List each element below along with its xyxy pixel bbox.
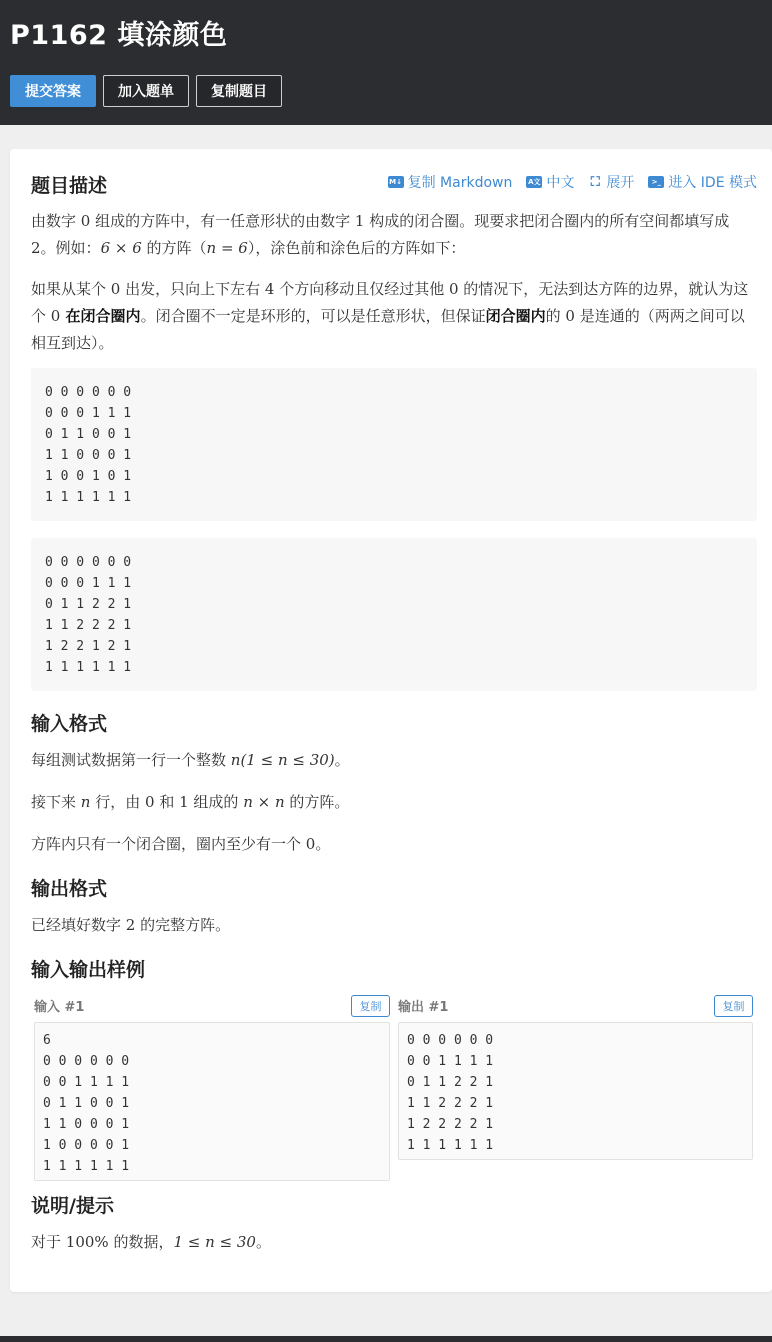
description-paragraph-1: 由数字 0 组成的方阵中，有一任意形状的由数字 1 构成的闭合圈。现要求把闭合圈内的所有空间都填写成 2。例如：6 × 6 的方阵（n = 6），涂色前和涂色后的方阵如下： bbox=[31, 212, 730, 257]
input-format-heading: 输入格式 bbox=[31, 713, 108, 735]
translate-icon: A文 bbox=[526, 176, 542, 188]
markdown-icon: M↓ bbox=[388, 176, 404, 188]
sample-output-label: 输出 #1 bbox=[398, 1000, 449, 1015]
ide-mode-link[interactable] bbox=[648, 172, 757, 192]
copy-markdown-label: 复制 Markdown bbox=[407, 175, 513, 191]
terminal-icon: >_ bbox=[648, 176, 664, 188]
copy-markdown-link[interactable] bbox=[388, 172, 513, 192]
add-to-list-button[interactable]: 加入题单 bbox=[103, 75, 189, 107]
page-header bbox=[0, 0, 772, 125]
footer-bar bbox=[0, 1336, 772, 1342]
input-format-line-2: 接下来 n 行，由 0 和 1 组成的 n × n 的方阵。 bbox=[31, 793, 350, 811]
hint-line-1: 对于 100% 的数据，1 ≤ n ≤ 30。 bbox=[31, 1233, 271, 1251]
expand-link[interactable] bbox=[588, 172, 634, 192]
output-format-heading: 输出格式 bbox=[31, 878, 108, 900]
matrix-after-code: 0 0 0 0 0 0 0 0 0 1 1 1 0 1 1 2 2 1 1 1 2 2 2 1 1 2 2 1 2 1 1 1 1 1 1 1 bbox=[31, 538, 757, 691]
problem-card bbox=[10, 149, 772, 1292]
copy-input-button[interactable]: 复制 bbox=[351, 995, 390, 1017]
output-format-line-1: 已经填好数字 2 的完整方阵。 bbox=[31, 916, 231, 934]
expand-icon: ⛶ bbox=[590, 174, 600, 190]
problem-title: P1162 填涂颜色 bbox=[10, 20, 228, 51]
input-format-line-3: 方阵内只有一个闭合圈，圈内至少有一个 0。 bbox=[31, 835, 331, 853]
expand-label: 展开 bbox=[606, 175, 635, 191]
sample-input-box[interactable]: 6 0 0 0 0 0 0 0 0 1 1 1 1 0 1 1 0 0 1 1 1 0 0 0 1 1 0 0 0 0 1 1 1 1 1 1 1 bbox=[34, 1022, 390, 1181]
copy-output-button[interactable]: 复制 bbox=[714, 995, 753, 1017]
submit-answer-button[interactable]: 提交答案 bbox=[10, 75, 96, 107]
sample-output-box[interactable]: 0 0 0 0 0 0 0 0 1 1 1 1 0 1 1 2 2 1 1 1 2 2 2 1 1 2 2 2 2 1 1 1 1 1 1 1 bbox=[398, 1022, 753, 1160]
ide-mode-label: 进入 IDE 模式 bbox=[668, 175, 757, 191]
description-heading: 题目描述 bbox=[31, 175, 108, 197]
input-format-line-1: 每组测试数据第一行一个整数 n(1 ≤ n ≤ 30)。 bbox=[31, 751, 350, 769]
samples-heading: 输入输出样例 bbox=[31, 959, 146, 981]
sample-input-label: 输入 #1 bbox=[34, 1000, 85, 1015]
matrix-before-code: 0 0 0 0 0 0 0 0 0 1 1 1 0 1 1 0 0 1 1 1 0 0 0 1 1 0 0 1 0 1 1 1 1 1 1 1 bbox=[31, 368, 757, 521]
copy-problem-button[interactable]: 复制题目 bbox=[196, 75, 282, 107]
language-label: 中文 bbox=[546, 175, 575, 191]
hint-heading: 说明/提示 bbox=[31, 1195, 114, 1217]
language-link[interactable] bbox=[526, 172, 574, 192]
description-paragraph-2: 如果从某个 0 出发，只向上下左右 4 个方向移动且仅经过其他 0 的情况下，无法到达方阵的边界，就认为这个 0 在闭合圈内。闭合圈不一定是环形的，可以是任意形状，但保证闭合圈内的 0 是连通的（两两之间可以相互到达）。 bbox=[31, 280, 749, 352]
problem-toolbar bbox=[388, 172, 757, 192]
